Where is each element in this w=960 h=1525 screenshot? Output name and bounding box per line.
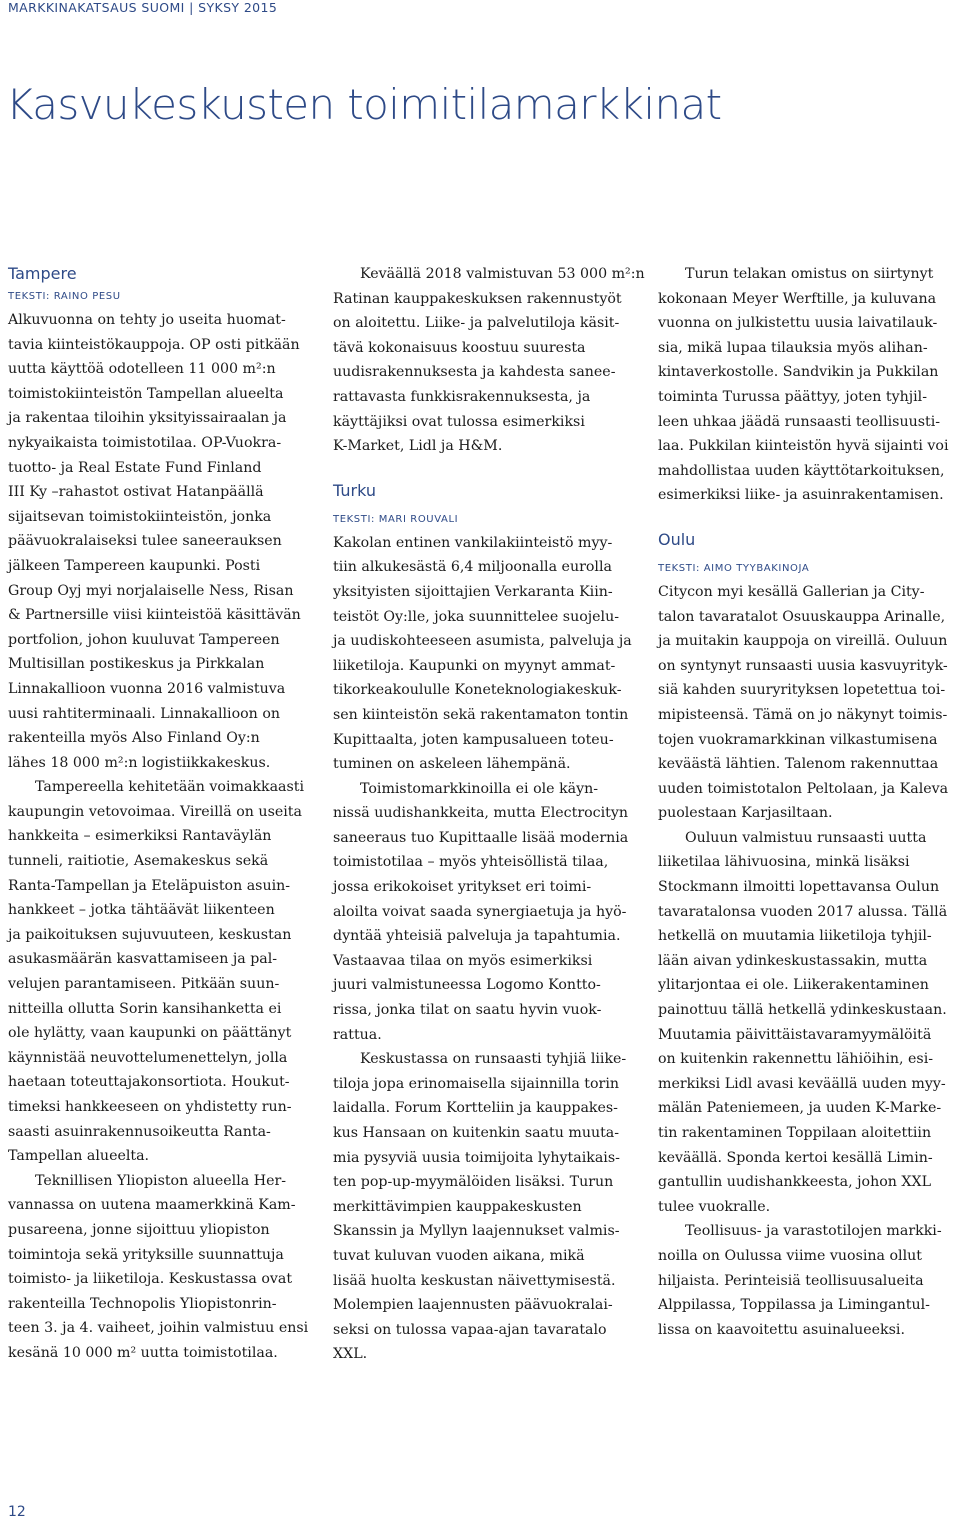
- paragraph: Alkuvuonna on tehty jo useita huomat- tavia kiinteistökauppoja. OP osti pitkään uutta käyttöä odotelleen 11 000 m²:n toimistokiinteistön Tampellan alueelta ja rakentaa tiloihin yksityissairaalan ja nykyaikaista toimistotilaa. OP-Vuokra- tuotto- ja Real Estate Fund Finland III Ky –rahastot ostivat Hatanpäällä sijaitsevan toimistokiinteistön, jonka päävuokralaiseksi tulee saneerauksen jälkeen Tampereen kaupunki. Posti Group Oyj myi norjalaiselle Ness, Risan & Partnersille viisi kiinteistöä käsittävän portfolion, johon kuuluvat Tampereen Multisillan postikeskus ja Pirkkalan Linnakallioon vuonna 2016 valmistuva uusi rahtiterminaali. Linnakallioon on rakenteilla myös Also Finland Oy:n lähes 18 000 m²:n logistiikkakeskus.: [8, 312, 301, 771]
- column-3: [658, 262, 948, 1342]
- paragraph: Citycon myi kesällä Gallerian ja City- talon tavaratalot Osuuskauppa Arinalle, ja muitakin kauppoja on vireillä. Ouluun on syntynyt runsaasti uusia kasvuyrityk- siä kahden suuryrityksen lopetettua toi- mipisteensä. Tämä on jo näkynyt toimis- tojen vuokramarkkinan vilkastumisena keväästä lähtien. Talenom rakennuttaa uuden toimistotalon Peltolaan, ja Kaleva puolestaan Karjasiltaan.: [658, 583, 949, 822]
- byline-tampere: TEKSTI: RAINO PESU: [8, 291, 121, 302]
- paragraph: Teollisuus- ja varastotilojen markki- noilla on Oulussa viime vuosina ollut hiljaista. Perinteisiä teollisuusalueita Alppilassa, Toppilassa ja Limingantul- lissa on kaavoitettu asuinalueeksi.: [658, 1223, 942, 1338]
- column-2: [333, 262, 645, 1367]
- header-line: MARKKINAKATSAUS SUOMI | SYKSY 2015: [8, 0, 278, 15]
- page-title: Kasvukeskusten toimitilamarkkinat: [6, 80, 722, 129]
- page-number: 12: [8, 1504, 26, 1520]
- paragraph: Tampereella kehitetään voimakkaasti kaupungin vetovoimaa. Vireillä on useita hankkeita – esimerkiksi Rantaväylän tunneli, raitiotie, Asemakeskus sekä Ranta-Tampellan ja Eteläpuiston asuin- hankkeet – jotka tähtäävät liikenteen ja paikoituksen sujuvuuteen, keskustan asukasmäärän kasvattamiseen ja pal- velujen parantamiseen. Pitkään suun- nitteilla ollutta Sorin kansihanketta ei ole hylätty, vaan kaupunki on päättänyt käynnistää neuvottelumenettelyn, jolla haetaan toteuttajakonsortiota. Houkut- timeksi hankkeeseen on yhdistetty run- saasti asuinrakennusoikeutta Ranta- Tampellan alueelta.: [8, 779, 305, 1165]
- paragraph: Ouluun valmistuu runsaasti uutta liiketilaa lähivuosina, minkä lisäksi Stockmann ilmoitti lopettavansa Oulun tavaratalonsa vuoden 2017 alussa. Tällä hetkellä on muutamia liiketiloja tyhjil- lään aivan ydinkeskustassakin, mutta ylitarjontaa ei ole. Liikerakentaminen painottuu tällä hetkellä ydinkeskustaan. Muutamia päivittäistavaramyymälöitä on kuitenkin rakennettu lähiöihin, esi- merkiksi Lidl avasi keväällä uuden myy- mälän Pateniemeen, ja uuden K-Marke- tin rakentaminen Toppilaan aloitettiin keväällä. Sponda kertoi kesällä Limin- gantullin uudishankkeesta, johon XXL tulee vuokralle.: [658, 829, 948, 1215]
- paragraph: Teknillisen Yliopiston alueella Her- vannassa on uutena maamerkkinä Kam- pusareena, jonne sijoittuu yliopiston toimintoja sekä yrityksille suunnattuja toimisto- ja liiketiloja. Keskustassa ovat rakenteilla Technopolis Yliopistonrin- teen 3. ja 4. vaiheet, joihin valmistuu ensi kesänä 10 000 m² uutta toimistotilaa.: [8, 1172, 309, 1361]
- section-gap: [333, 459, 623, 479]
- paragraph: Keväällä 2018 valmistuvan 53 000 m²:n Ratinan kauppakeskuksen rakennustyöt on aloitettu. Liike- ja palvelutiloja käsit- tävä kokonaisuus koostuu suuresta uudisrakennuksesta ja kahdesta sanee- rattavasta funkkisrakennuksesta, ja käyttäjiksi ovat tulossa esimerkiksi K-Market, Lidl ja H&M.: [333, 266, 645, 455]
- column-1: [8, 262, 309, 1366]
- section-heading-turku: Turku: [333, 480, 376, 500]
- byline-turku: TEKSTI: MARI ROUVALI: [333, 513, 459, 525]
- paragraph: Toimistomarkkinoilla ei ole käyn- nissä uudishankkeita, mutta Electrocityn saneeraus tuo Kupittaalle lisää modernia toimistotilaa – myös yhteisöllistä tilaa, jossa erikokoiset yritykset eri toimi- aloilta voivat saada synergiaetuja ja hyö- dyntää yhteisiä palveluja ja tapahtumia. Vastaavaa tilaa on myös esimerkiksi juuri valmistuneessa Logomo Kontto- rissa, jonka tilat on saatu hyvin vuok- rattua.: [333, 780, 629, 1043]
- paragraph: Keskustassa on runsaasti tyhjiä liike- tiloja jopa erinomaisella sijainnilla torin laidalla. Forum Kortteliin ja kauppakes- kus Hansaan on kuitenkin saatu muuta- mia pysyviä uusia toimijoita lyhytaikais- ten pop-up-myymälöiden lisäksi. Turun merkittävimpien kauppakeskusten Skanssin ja Myllyn laajennukset valmis- tuvat kuluvan vuoden aikana, mikä lisää huolta keskustan näivettymisestä. Molempien laajennusten päävuokralai- seksi on tulossa vapaa-ajan tavaratalo XXL.: [333, 1051, 627, 1363]
- section-gap: [658, 508, 948, 528]
- paragraph: Kakolan entinen vankilakiinteistö myy- tiin alkukesästä 6,4 miljoonalla eurolla yksityisten sijoittajien Verkaranta Kiin- teistöt Oy:lle, joka suunnittelee suojelu- ja uudiskohteeseen asumista, palveluja ja liiketiloja. Kaupunki on myynyt ammat- tikorkeakoululle Koneteknologiakeskuk- sen kiinteistön sekä rakentamaton tontin Kupittaalta, joten kampusalueen toteu- tuminen on askeleen lähempänä.: [333, 534, 632, 773]
- section-heading-tampere: Tampere: [8, 264, 77, 283]
- section-heading-oulu: Oulu: [658, 529, 696, 549]
- paragraph: Turun telakan omistus on siirtynyt kokonaan Meyer Werftille, ja kuluvana vuonna on julkistettu uusia laivatilauk- sia, mikä lupaa tilauksia myös alihan- kintaverkostolle. Sandvikin ja Pukkilan toiminta Turussa päättyy, joten tyhjil- leen uhkaa jäädä runsaasti teollisuusti- laa. Pukkilan kiinteistön hyvä sijainti voi mahdollistaa uuden käyttötarkoituksen, esimerkiksi liike- ja asuinrakentamisen.: [658, 266, 949, 504]
- byline-oulu: TEKSTI: AIMO TYYBAKINOJA: [658, 562, 810, 574]
